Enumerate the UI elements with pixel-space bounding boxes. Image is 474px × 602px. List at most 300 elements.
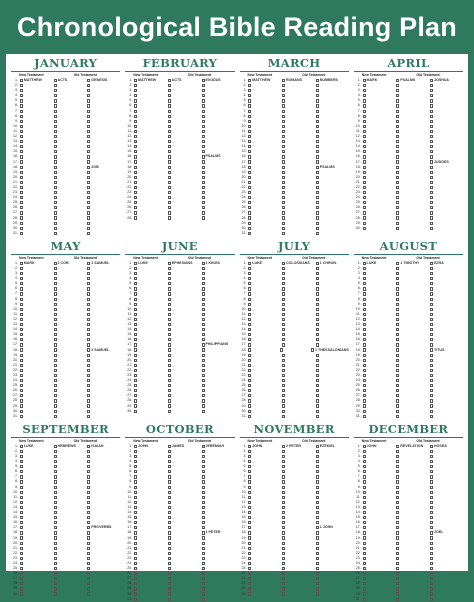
reading-checkbox[interactable]: [87, 94, 90, 97]
reading-checkbox[interactable]: [396, 567, 399, 570]
reading-checkbox[interactable]: [20, 450, 23, 453]
reading-checkbox[interactable]: [168, 318, 171, 321]
reading-checkbox[interactable]: [54, 491, 57, 494]
reading-checkbox[interactable]: [363, 404, 366, 407]
reading-checkbox[interactable]: [54, 272, 57, 275]
reading-checkbox[interactable]: [363, 79, 366, 82]
reading-checkbox[interactable]: [87, 130, 90, 133]
reading-checkbox[interactable]: [168, 465, 171, 468]
reading-checkbox[interactable]: [87, 486, 90, 489]
reading-checkbox[interactable]: [20, 110, 23, 113]
reading-checkbox[interactable]: [54, 511, 57, 514]
reading-checkbox[interactable]: [20, 313, 23, 316]
reading-checkbox[interactable]: [316, 196, 319, 199]
reading-checkbox[interactable]: [168, 354, 171, 357]
reading-checkbox[interactable]: [20, 303, 23, 306]
reading-checkbox[interactable]: [20, 333, 23, 336]
reading-checkbox[interactable]: [54, 354, 57, 357]
reading-checkbox[interactable]: [87, 181, 90, 184]
reading-checkbox[interactable]: [54, 455, 57, 458]
reading-checkbox[interactable]: [396, 140, 399, 143]
reading-checkbox[interactable]: [168, 176, 171, 179]
reading-checkbox[interactable]: [168, 140, 171, 143]
reading-checkbox[interactable]: [134, 410, 137, 413]
reading-checkbox[interactable]: [282, 176, 285, 179]
reading-checkbox[interactable]: [316, 582, 319, 585]
reading-checkbox[interactable]: [54, 166, 57, 169]
reading-checkbox[interactable]: [202, 598, 205, 601]
reading-checkbox[interactable]: [363, 84, 366, 87]
reading-checkbox[interactable]: [316, 496, 319, 499]
reading-checkbox[interactable]: [316, 455, 319, 458]
reading-checkbox[interactable]: [430, 354, 433, 357]
reading-checkbox[interactable]: [248, 496, 251, 499]
reading-checkbox[interactable]: [396, 267, 399, 270]
reading-checkbox[interactable]: [430, 262, 433, 265]
reading-checkbox[interactable]: [87, 201, 90, 204]
reading-checkbox[interactable]: [248, 328, 251, 331]
reading-checkbox[interactable]: [430, 125, 433, 128]
reading-checkbox[interactable]: [202, 521, 205, 524]
reading-checkbox[interactable]: [396, 475, 399, 478]
reading-checkbox[interactable]: [54, 374, 57, 377]
reading-checkbox[interactable]: [430, 186, 433, 189]
reading-checkbox[interactable]: [202, 562, 205, 565]
reading-checkbox[interactable]: [134, 145, 137, 148]
reading-checkbox[interactable]: [430, 303, 433, 306]
reading-checkbox[interactable]: [396, 222, 399, 225]
reading-checkbox[interactable]: [430, 145, 433, 148]
reading-checkbox[interactable]: [54, 582, 57, 585]
reading-checkbox[interactable]: [54, 369, 57, 372]
reading-checkbox[interactable]: [168, 572, 171, 575]
reading-checkbox[interactable]: [134, 394, 137, 397]
reading-checkbox[interactable]: [282, 491, 285, 494]
reading-checkbox[interactable]: [396, 287, 399, 290]
reading-checkbox[interactable]: [20, 404, 23, 407]
reading-checkbox[interactable]: [20, 201, 23, 204]
reading-checkbox[interactable]: [134, 516, 137, 519]
reading-checkbox[interactable]: [54, 191, 57, 194]
reading-checkbox[interactable]: [20, 506, 23, 509]
reading-checkbox[interactable]: [430, 364, 433, 367]
reading-checkbox[interactable]: [363, 496, 366, 499]
reading-checkbox[interactable]: [248, 232, 251, 235]
reading-checkbox[interactable]: [282, 110, 285, 113]
reading-checkbox[interactable]: [168, 491, 171, 494]
reading-checkbox[interactable]: [430, 359, 433, 362]
reading-checkbox[interactable]: [87, 526, 90, 529]
reading-checkbox[interactable]: [168, 359, 171, 362]
reading-checkbox[interactable]: [134, 196, 137, 199]
reading-checkbox[interactable]: [202, 120, 205, 123]
reading-checkbox[interactable]: [248, 130, 251, 133]
reading-checkbox[interactable]: [316, 120, 319, 123]
reading-checkbox[interactable]: [316, 506, 319, 509]
reading-checkbox[interactable]: [430, 389, 433, 392]
reading-checkbox[interactable]: [248, 404, 251, 407]
reading-checkbox[interactable]: [54, 343, 57, 346]
reading-checkbox[interactable]: [134, 79, 137, 82]
reading-checkbox[interactable]: [430, 176, 433, 179]
reading-checkbox[interactable]: [134, 130, 137, 133]
reading-checkbox[interactable]: [248, 282, 251, 285]
reading-checkbox[interactable]: [202, 89, 205, 92]
reading-checkbox[interactable]: [54, 130, 57, 133]
reading-checkbox[interactable]: [168, 282, 171, 285]
reading-checkbox[interactable]: [248, 445, 251, 448]
reading-checkbox[interactable]: [316, 491, 319, 494]
reading-checkbox[interactable]: [20, 577, 23, 580]
reading-checkbox[interactable]: [248, 94, 251, 97]
reading-checkbox[interactable]: [430, 227, 433, 230]
reading-checkbox[interactable]: [396, 206, 399, 209]
reading-checkbox[interactable]: [430, 379, 433, 382]
reading-checkbox[interactable]: [134, 506, 137, 509]
reading-checkbox[interactable]: [87, 328, 90, 331]
reading-checkbox[interactable]: [363, 536, 366, 539]
reading-checkbox[interactable]: [54, 379, 57, 382]
reading-checkbox[interactable]: [134, 364, 137, 367]
reading-checkbox[interactable]: [134, 460, 137, 463]
reading-checkbox[interactable]: [134, 552, 137, 555]
reading-checkbox[interactable]: [87, 135, 90, 138]
reading-checkbox[interactable]: [430, 480, 433, 483]
reading-checkbox[interactable]: [202, 567, 205, 570]
reading-checkbox[interactable]: [20, 328, 23, 331]
reading-checkbox[interactable]: [54, 470, 57, 473]
reading-checkbox[interactable]: [20, 374, 23, 377]
reading-checkbox[interactable]: [316, 526, 319, 529]
reading-checkbox[interactable]: [168, 298, 171, 301]
reading-checkbox[interactable]: [134, 140, 137, 143]
reading-checkbox[interactable]: [20, 379, 23, 382]
reading-checkbox[interactable]: [430, 277, 433, 280]
reading-checkbox[interactable]: [363, 272, 366, 275]
reading-checkbox[interactable]: [54, 150, 57, 153]
reading-checkbox[interactable]: [248, 338, 251, 341]
reading-checkbox[interactable]: [282, 155, 285, 158]
reading-checkbox[interactable]: [54, 389, 57, 392]
reading-checkbox[interactable]: [396, 323, 399, 326]
reading-checkbox[interactable]: [202, 277, 205, 280]
reading-checkbox[interactable]: [134, 475, 137, 478]
reading-checkbox[interactable]: [316, 480, 319, 483]
reading-checkbox[interactable]: [430, 135, 433, 138]
reading-checkbox[interactable]: [282, 160, 285, 163]
reading-checkbox[interactable]: [202, 547, 205, 550]
reading-checkbox[interactable]: [396, 308, 399, 311]
reading-checkbox[interactable]: [202, 374, 205, 377]
reading-checkbox[interactable]: [54, 333, 57, 336]
reading-checkbox[interactable]: [396, 115, 399, 118]
reading-checkbox[interactable]: [168, 552, 171, 555]
reading-checkbox[interactable]: [20, 99, 23, 102]
reading-checkbox[interactable]: [202, 475, 205, 478]
reading-checkbox[interactable]: [363, 465, 366, 468]
reading-checkbox[interactable]: [316, 399, 319, 402]
reading-checkbox[interactable]: [202, 343, 205, 346]
reading-checkbox[interactable]: [54, 282, 57, 285]
reading-checkbox[interactable]: [316, 486, 319, 489]
reading-checkbox[interactable]: [430, 272, 433, 275]
reading-checkbox[interactable]: [363, 410, 366, 413]
reading-checkbox[interactable]: [20, 470, 23, 473]
reading-checkbox[interactable]: [168, 455, 171, 458]
reading-checkbox[interactable]: [282, 399, 285, 402]
reading-checkbox[interactable]: [168, 501, 171, 504]
reading-checkbox[interactable]: [396, 531, 399, 534]
reading-checkbox[interactable]: [20, 282, 23, 285]
reading-checkbox[interactable]: [202, 389, 205, 392]
reading-checkbox[interactable]: [134, 181, 137, 184]
reading-checkbox[interactable]: [316, 364, 319, 367]
reading-checkbox[interactable]: [396, 369, 399, 372]
reading-checkbox[interactable]: [168, 506, 171, 509]
reading-checkbox[interactable]: [134, 287, 137, 290]
reading-checkbox[interactable]: [168, 389, 171, 392]
reading-checkbox[interactable]: [54, 328, 57, 331]
reading-checkbox[interactable]: [248, 379, 251, 382]
reading-checkbox[interactable]: [430, 567, 433, 570]
reading-checkbox[interactable]: [282, 99, 285, 102]
reading-checkbox[interactable]: [20, 216, 23, 219]
reading-checkbox[interactable]: [54, 516, 57, 519]
reading-checkbox[interactable]: [202, 587, 205, 590]
reading-checkbox[interactable]: [87, 531, 90, 534]
reading-checkbox[interactable]: [54, 404, 57, 407]
reading-checkbox[interactable]: [20, 394, 23, 397]
reading-checkbox[interactable]: [282, 140, 285, 143]
reading-checkbox[interactable]: [282, 120, 285, 123]
reading-checkbox[interactable]: [363, 110, 366, 113]
reading-checkbox[interactable]: [202, 211, 205, 214]
reading-checkbox[interactable]: [248, 521, 251, 524]
reading-checkbox[interactable]: [430, 598, 433, 601]
reading-checkbox[interactable]: [54, 359, 57, 362]
reading-checkbox[interactable]: [134, 104, 137, 107]
reading-checkbox[interactable]: [430, 181, 433, 184]
reading-checkbox[interactable]: [134, 201, 137, 204]
reading-checkbox[interactable]: [202, 140, 205, 143]
reading-checkbox[interactable]: [168, 333, 171, 336]
reading-checkbox[interactable]: [282, 318, 285, 321]
reading-checkbox[interactable]: [363, 277, 366, 280]
reading-checkbox[interactable]: [316, 338, 319, 341]
reading-checkbox[interactable]: [396, 389, 399, 392]
reading-checkbox[interactable]: [54, 232, 57, 235]
reading-checkbox[interactable]: [20, 125, 23, 128]
reading-checkbox[interactable]: [282, 130, 285, 133]
reading-checkbox[interactable]: [202, 104, 205, 107]
reading-checkbox[interactable]: [316, 308, 319, 311]
reading-checkbox[interactable]: [20, 120, 23, 123]
reading-checkbox[interactable]: [54, 155, 57, 158]
reading-checkbox[interactable]: [87, 521, 90, 524]
reading-checkbox[interactable]: [87, 196, 90, 199]
reading-checkbox[interactable]: [282, 298, 285, 301]
reading-checkbox[interactable]: [168, 99, 171, 102]
reading-checkbox[interactable]: [87, 232, 90, 235]
reading-checkbox[interactable]: [316, 110, 319, 113]
reading-checkbox[interactable]: [282, 374, 285, 377]
reading-checkbox[interactable]: [202, 542, 205, 545]
reading-checkbox[interactable]: [363, 557, 366, 560]
reading-checkbox[interactable]: [396, 79, 399, 82]
reading-checkbox[interactable]: [363, 176, 366, 179]
reading-checkbox[interactable]: [282, 486, 285, 489]
reading-checkbox[interactable]: [363, 287, 366, 290]
reading-checkbox[interactable]: [134, 110, 137, 113]
reading-checkbox[interactable]: [316, 572, 319, 575]
reading-checkbox[interactable]: [54, 460, 57, 463]
reading-checkbox[interactable]: [202, 531, 205, 534]
reading-checkbox[interactable]: [248, 166, 251, 169]
reading-checkbox[interactable]: [316, 84, 319, 87]
reading-checkbox[interactable]: [134, 486, 137, 489]
reading-checkbox[interactable]: [20, 145, 23, 148]
reading-checkbox[interactable]: [202, 99, 205, 102]
reading-checkbox[interactable]: [202, 150, 205, 153]
reading-checkbox[interactable]: [396, 364, 399, 367]
reading-checkbox[interactable]: [282, 150, 285, 153]
reading-checkbox[interactable]: [87, 79, 90, 82]
reading-checkbox[interactable]: [363, 491, 366, 494]
reading-checkbox[interactable]: [430, 399, 433, 402]
reading-checkbox[interactable]: [316, 552, 319, 555]
reading-checkbox[interactable]: [282, 354, 285, 357]
reading-checkbox[interactable]: [282, 343, 285, 346]
reading-checkbox[interactable]: [87, 186, 90, 189]
reading-checkbox[interactable]: [134, 186, 137, 189]
reading-checkbox[interactable]: [316, 577, 319, 580]
reading-checkbox[interactable]: [430, 460, 433, 463]
reading-checkbox[interactable]: [282, 287, 285, 290]
reading-checkbox[interactable]: [202, 155, 205, 158]
reading-checkbox[interactable]: [282, 526, 285, 529]
reading-checkbox[interactable]: [134, 308, 137, 311]
reading-checkbox[interactable]: [202, 557, 205, 560]
reading-checkbox[interactable]: [316, 328, 319, 331]
reading-checkbox[interactable]: [311, 348, 314, 351]
reading-checkbox[interactable]: [282, 465, 285, 468]
reading-checkbox[interactable]: [396, 348, 399, 351]
reading-checkbox[interactable]: [248, 323, 251, 326]
reading-checkbox[interactable]: [87, 267, 90, 270]
reading-checkbox[interactable]: [20, 455, 23, 458]
reading-checkbox[interactable]: [54, 211, 57, 214]
reading-checkbox[interactable]: [168, 323, 171, 326]
reading-checkbox[interactable]: [20, 547, 23, 550]
reading-checkbox[interactable]: [54, 415, 57, 418]
reading-checkbox[interactable]: [248, 364, 251, 367]
reading-checkbox[interactable]: [248, 104, 251, 107]
reading-checkbox[interactable]: [168, 343, 171, 346]
reading-checkbox[interactable]: [248, 562, 251, 565]
reading-checkbox[interactable]: [430, 511, 433, 514]
reading-checkbox[interactable]: [396, 379, 399, 382]
reading-checkbox[interactable]: [20, 491, 23, 494]
reading-checkbox[interactable]: [87, 277, 90, 280]
reading-checkbox[interactable]: [202, 84, 205, 87]
reading-checkbox[interactable]: [168, 272, 171, 275]
reading-checkbox[interactable]: [316, 536, 319, 539]
reading-checkbox[interactable]: [248, 79, 251, 82]
reading-checkbox[interactable]: [168, 160, 171, 163]
reading-checkbox[interactable]: [396, 333, 399, 336]
reading-checkbox[interactable]: [54, 486, 57, 489]
reading-checkbox[interactable]: [430, 216, 433, 219]
reading-checkbox[interactable]: [316, 79, 319, 82]
reading-checkbox[interactable]: [134, 120, 137, 123]
reading-checkbox[interactable]: [168, 125, 171, 128]
reading-checkbox[interactable]: [363, 328, 366, 331]
reading-checkbox[interactable]: [248, 145, 251, 148]
reading-checkbox[interactable]: [430, 394, 433, 397]
reading-checkbox[interactable]: [202, 181, 205, 184]
reading-checkbox[interactable]: [363, 354, 366, 357]
reading-checkbox[interactable]: [363, 282, 366, 285]
reading-checkbox[interactable]: [396, 415, 399, 418]
reading-checkbox[interactable]: [248, 267, 251, 270]
reading-checkbox[interactable]: [134, 592, 137, 595]
reading-checkbox[interactable]: [20, 160, 23, 163]
reading-checkbox[interactable]: [54, 287, 57, 290]
reading-checkbox[interactable]: [248, 262, 251, 265]
reading-checkbox[interactable]: [430, 308, 433, 311]
reading-checkbox[interactable]: [168, 277, 171, 280]
reading-checkbox[interactable]: [87, 308, 90, 311]
reading-checkbox[interactable]: [282, 369, 285, 372]
reading-checkbox[interactable]: [168, 470, 171, 473]
reading-checkbox[interactable]: [363, 227, 366, 230]
reading-checkbox[interactable]: [202, 308, 205, 311]
reading-checkbox[interactable]: [134, 547, 137, 550]
reading-checkbox[interactable]: [54, 216, 57, 219]
reading-checkbox[interactable]: [20, 369, 23, 372]
reading-checkbox[interactable]: [54, 99, 57, 102]
reading-checkbox[interactable]: [87, 592, 90, 595]
reading-checkbox[interactable]: [87, 552, 90, 555]
reading-checkbox[interactable]: [430, 191, 433, 194]
reading-checkbox[interactable]: [282, 394, 285, 397]
reading-checkbox[interactable]: [168, 567, 171, 570]
reading-checkbox[interactable]: [202, 511, 205, 514]
reading-checkbox[interactable]: [282, 216, 285, 219]
reading-checkbox[interactable]: [168, 104, 171, 107]
reading-checkbox[interactable]: [87, 272, 90, 275]
reading-checkbox[interactable]: [168, 374, 171, 377]
reading-checkbox[interactable]: [282, 389, 285, 392]
reading-checkbox[interactable]: [430, 410, 433, 413]
reading-checkbox[interactable]: [168, 79, 171, 82]
reading-checkbox[interactable]: [363, 323, 366, 326]
reading-checkbox[interactable]: [134, 333, 137, 336]
reading-checkbox[interactable]: [248, 343, 251, 346]
reading-checkbox[interactable]: [248, 135, 251, 138]
reading-checkbox[interactable]: [363, 104, 366, 107]
reading-checkbox[interactable]: [430, 582, 433, 585]
reading-checkbox[interactable]: [396, 394, 399, 397]
reading-checkbox[interactable]: [282, 359, 285, 362]
reading-checkbox[interactable]: [20, 354, 23, 357]
reading-checkbox[interactable]: [87, 298, 90, 301]
reading-checkbox[interactable]: [20, 338, 23, 341]
reading-checkbox[interactable]: [20, 399, 23, 402]
reading-checkbox[interactable]: [202, 491, 205, 494]
reading-checkbox[interactable]: [248, 196, 251, 199]
reading-checkbox[interactable]: [87, 99, 90, 102]
